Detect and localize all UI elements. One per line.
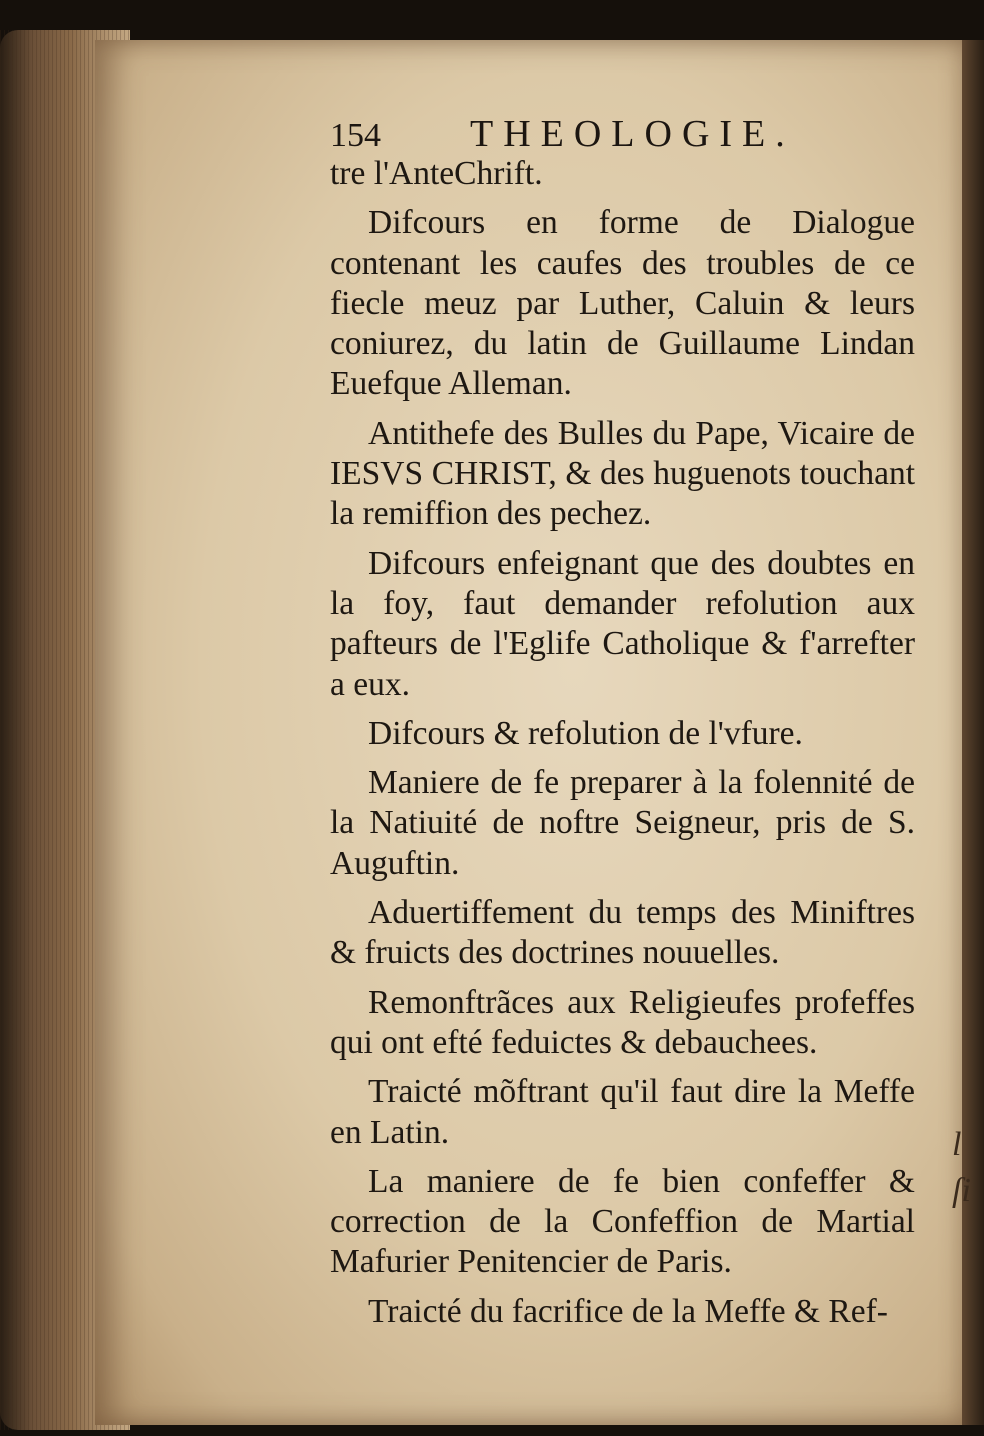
page-header [330, 112, 890, 156]
catalog-entry: Traicté du facrifice de la Meffe & Ref- [368, 1292, 888, 1330]
catalog-entry: Difcours & refolution de l'vfure. [368, 714, 803, 752]
gutter-shadow [962, 40, 984, 1425]
continuation-line: tre l'AnteChrift. [330, 155, 543, 192]
catalog-entry: Remonftrãces aux Religieufes profeffes qui ont efté feduictes & debauchees. [330, 983, 915, 1061]
catalog-entry: Traicté mõftrant qu'il faut dire la Meffe en Latin. [330, 1073, 915, 1151]
catalog-entry: La maniere de fe bien confeffer & correction de la Confeffion de Martial Mafurier Penitencier de Paris. [330, 1162, 915, 1281]
catalog-entry: Aduertiffement du temps des Miniftres & fruicts des doctrines nouuelles. [330, 894, 915, 972]
page-number: 154 [330, 117, 381, 154]
catalog-entry: Maniere de fe preparer à la folennité de la Natiuité de noftre Seigneur, pris de S. Auguftin. [330, 764, 915, 882]
catalog-entry: Difcours enfeignant que des doubtes en la foy, faut demander refolution aux pafteurs de l'Eglife Catholique & f'arrefter a eux. [330, 544, 915, 703]
running-head: THEOLOGIE. [470, 113, 795, 155]
catalog-entry: Antithefe des Bulles du Pape, Vicaire de IESVS CHRIST, & des huguenots touchant la remiffion des pechez. [330, 414, 915, 533]
opposite-page-fragment: ſi [952, 1172, 971, 1209]
body-text [330, 154, 915, 1332]
catalog-entry: Difcours en forme de Dialogue contenant les caufes des troubles de ce fiecle meuz par Luther, Caluin & leurs coniurez, du latin de Guillaume Lindan Euefque Alleman. [330, 204, 915, 403]
opposite-page-fragment: l [952, 1126, 962, 1163]
